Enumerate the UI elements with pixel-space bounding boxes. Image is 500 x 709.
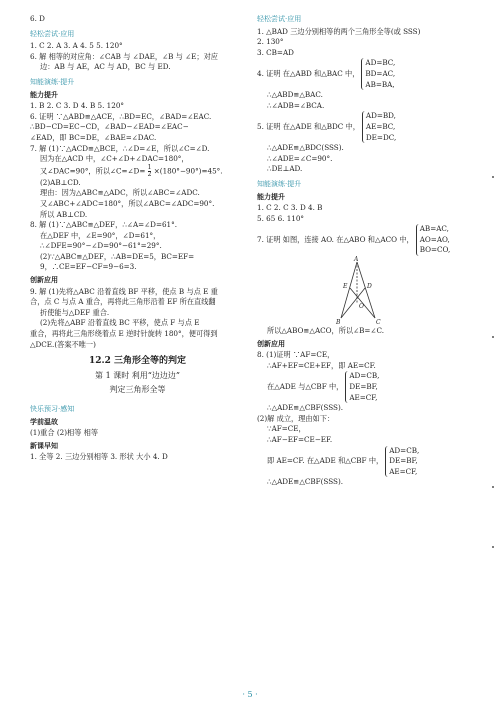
answer-line: 1. B 2. C 3. D 4. B 5. 120° — [30, 101, 124, 111]
answer-line: ∴DE⊥AD. — [267, 164, 303, 174]
fraction-denominator: 2 — [147, 170, 152, 178]
answer-line: ∴∠DFE=90°−∠D=90°−61°=29°. — [40, 241, 162, 251]
lesson-subtitle: 判定三角形全等 — [109, 385, 166, 395]
equation-system-row — [257, 371, 472, 403]
fraction-numerator: 1 — [147, 163, 152, 171]
equation-system-row — [257, 58, 472, 90]
answer-line: ∴△ADE≌△BDC(SSS). — [267, 143, 344, 153]
label-d: D — [367, 283, 372, 291]
answer-line: ∵AF=CE， — [267, 424, 306, 434]
equation: AB=BA, — [365, 79, 395, 89]
answer-line: ∴AF+EF=CE+EF，即 AE=CF. — [267, 360, 376, 370]
label-c: C — [376, 319, 381, 327]
answer-line: 9，∴CE=EF−CF=9−6=3. — [40, 262, 137, 272]
margin-dot — [492, 486, 494, 488]
answer-line: 理由：因为△ABC≌△ADC，所以∠ABC=∠ADC. — [40, 188, 200, 198]
equation: AE=CF, — [349, 392, 378, 402]
equation: AD=CB, — [389, 445, 420, 455]
answer-line: ∠EAD，即 BC=DE，∠BAE=∠DAC. — [30, 132, 157, 142]
answer-line: 8. (1)证明 ∵AF=CE， — [257, 350, 335, 360]
answer-line: 2. 130° — [257, 37, 284, 47]
answer-line: 6. D — [30, 14, 45, 23]
answer-line — [30, 165, 245, 178]
label-o: O — [359, 303, 364, 311]
answer-line: 合，点 C 与点 A 重合，再将此三角形沿着 EF 所在直线翻 — [30, 297, 216, 307]
answer-line: ∴AF−EF=CE−EF. — [267, 435, 333, 444]
equation: AD=BC, — [365, 58, 396, 68]
geometry-figure-svg — [257, 256, 472, 326]
answer-line: (2)解 成立，理由如下： — [257, 413, 335, 423]
answer-line: 7. 解 (1)∵△ACD≌△BCE，∴∠D=∠E，所以∠C=∠D. — [30, 143, 210, 153]
margin-dot — [492, 336, 494, 338]
answer-line: 又∠ABC+∠ADC=180°，所以∠ABC=∠ADC=90°. — [40, 198, 215, 208]
section-heading: 知能演练·提升 — [257, 179, 302, 188]
answer-line: ∴△ABD≌△BAC. — [267, 90, 323, 100]
answer-line: 6. 证明 ∵△ABD≌△ACE，∴BD=EC，∠BAD=∠EAC. — [30, 111, 212, 121]
section-heading: 知能演练·提升 — [30, 77, 75, 86]
equation-system — [416, 224, 451, 256]
answer-line: 5. 65 6. 110° — [257, 213, 305, 223]
answer-line: (2)∵△ABC≌△DEF，∴AB=DE=5，BC=EF= — [40, 251, 195, 261]
subsection-heading: 新课早知 — [30, 441, 58, 450]
margin-dot — [492, 176, 494, 178]
answer-line: △DCE.(答案不唯一) — [30, 339, 96, 349]
answer-line: (2)AB⊥CD. — [40, 177, 81, 187]
answer-line: ∴∠ADE=∠C=90°. — [267, 153, 333, 163]
subsection-heading: 创新应用 — [257, 339, 285, 348]
answer-line: 6. 解 相等的对应角：∠CAB 与 ∠DAE，∠B 与 ∠E；对应 — [30, 51, 218, 61]
answer-line: 边：AB 与 AE，AC 与 AD，BC 与 ED. — [40, 62, 171, 72]
answer-line: 重合，再将此三角形绕着点 E 逆时针旋转 180°，便可得到 — [30, 329, 218, 339]
equation-system — [362, 111, 396, 143]
equation: DE=DC, — [365, 132, 397, 142]
answer-line: ∴∠ADB=∠BCA. — [267, 100, 325, 110]
answer-line: 9. 解 (1)先将△ABC 沿着直线 BF 平移，使点 B 与点 E 重 — [30, 286, 218, 296]
label-b: B — [336, 319, 341, 327]
section-heading: 快乐预习·感知 — [30, 405, 75, 413]
equation: AB=AC, — [419, 224, 449, 234]
subsection-heading: 学前温故 — [30, 417, 58, 426]
subsection-heading: 创新应用 — [30, 276, 58, 285]
page-number: · 5 · — [242, 690, 258, 699]
equation: BO=CO, — [419, 245, 451, 255]
segment-ab — [341, 262, 357, 318]
section-heading: 轻松尝试·应用 — [257, 15, 302, 23]
answer-line: 所以△ABO≌△ACO，所以∠B=∠C. — [267, 326, 384, 336]
answer-line: 即 AE=CF. 在△ADE 和△CBF 中， — [267, 456, 384, 466]
answer-line: 1. C 2. A 3. A 4. 5 5. 120° — [30, 41, 123, 51]
answer-line: 1. 全等 2. 三边分别相等 3. 形状 大小 4. D — [30, 452, 168, 462]
label-e: E — [343, 283, 348, 291]
equation-system — [345, 371, 379, 403]
answer-line: 7. 证明 如图，连接 AO. 在△ABO 和△ACO 中， — [257, 234, 414, 244]
equation-system — [361, 58, 395, 90]
lesson-subtitle: 第 1 课时 利用“边边边” — [95, 370, 180, 380]
equation: AD=CB, — [349, 371, 380, 381]
equation: DE=BF, — [389, 456, 418, 466]
answer-line: ∴BD−CD=EC−CD，∠BAD−∠EAD=∠EAC− — [30, 122, 189, 132]
text-part: 又∠DAC=90°，所以∠C=∠D= — [40, 166, 146, 176]
answer-line: 1. C 2. C 3. D 4. B — [257, 203, 323, 213]
fraction — [148, 165, 152, 178]
text-part: ×(180°−90°)=45°. — [153, 166, 223, 176]
answer-line: 4. 证明 在△ABD 和△BAC 中， — [257, 68, 360, 78]
answer-line: 5. 证明 在△ADE 和△BDC 中， — [257, 121, 360, 131]
equation-system-row — [257, 111, 472, 143]
answer-line: 折使能与△DEF 重合. — [40, 307, 110, 317]
geometry-figure — [257, 256, 472, 326]
equation: BD=AC, — [365, 68, 396, 78]
equation: DE=BF, — [349, 382, 378, 392]
answer-line: ∴△ADE≌△CBF(SSS). — [267, 477, 344, 487]
answer-line: 在△ADE 与△CBF 中， — [267, 382, 344, 392]
subsection-heading: 能力提升 — [30, 90, 58, 99]
margin-dot — [492, 546, 494, 548]
section-heading: 轻松尝试·应用 — [30, 29, 75, 38]
answer-line: (1)重合 (2)相等 相等 — [30, 428, 99, 438]
equation-system-row — [257, 224, 472, 256]
answer-line: ∴△ADE≌△CBF(SSS). — [267, 403, 344, 413]
equation: AE=BC, — [365, 121, 396, 131]
equation: AE=CF, — [389, 466, 418, 476]
answer-line: 因为在△ACD 中，∠C+∠D+∠DAC=180°， — [40, 154, 189, 164]
equation-system-row — [257, 446, 472, 478]
label-a: A — [354, 256, 359, 264]
answer-line: 在△DEF 中，∠E=90°，∠D=61°， — [40, 230, 161, 240]
lesson-title: 12.2 三角形全等的判定 — [88, 356, 187, 367]
answer-line: 所以 AB⊥CD. — [40, 209, 88, 219]
answer-line: 8. 解 (1)∵△ABC≌△DEF，∴∠A=∠D=61°. — [30, 220, 177, 230]
answer-line: 3. CB=AD — [257, 47, 294, 57]
answer-line: 1. △BAD 三边分别相等的两个三角形全等(或 SSS) — [257, 26, 421, 36]
equation: AO=AO, — [419, 234, 450, 244]
subsection-heading: 能力提升 — [257, 192, 285, 201]
answer-line: (2)先将△ABF 沿着直线 BC 平移，使点 F 与点 E — [40, 318, 200, 328]
right-column — [257, 14, 472, 488]
left-column — [30, 14, 245, 463]
equation: AD=BD, — [365, 111, 396, 121]
page-number-value: 5 — [247, 690, 253, 699]
equation-system — [385, 446, 419, 478]
